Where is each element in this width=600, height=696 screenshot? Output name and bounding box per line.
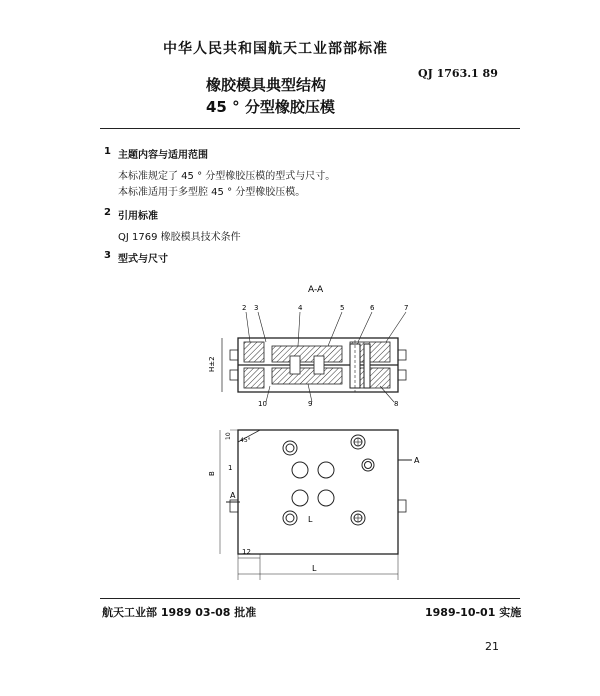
part-8: 8 [394, 400, 399, 408]
part-10: 10 [258, 400, 267, 408]
header-rule [100, 128, 520, 129]
title-line-2: 45 ° 分型橡胶压模 [206, 98, 335, 116]
dim-12-label: 12 [242, 548, 251, 556]
center-l-label: L [308, 515, 313, 524]
section-marker-right: A [414, 456, 420, 465]
issued-date: 航天工业部 1989 03-08 批准 [102, 606, 257, 619]
title-line-1: 橡胶模具典型结构 [206, 76, 327, 94]
footer-rule [100, 598, 520, 599]
angle-label: 45° [240, 437, 251, 444]
section-2-line-1: QJ 1769 橡胶模具技术条件 [118, 232, 241, 243]
part-4: 4 [298, 304, 303, 312]
standard-org: 中华人民共和国航天工业部部标准 [163, 41, 388, 57]
mold-drawing [200, 280, 420, 585]
section-marker-left: A [230, 491, 236, 500]
part-1: 1 [228, 464, 233, 472]
section-2-number: 2 [104, 207, 111, 218]
section-1-number: 1 [104, 146, 111, 157]
dim-h-label: H±2 [208, 356, 216, 372]
part-9: 9 [308, 400, 313, 408]
section-label: A-A [308, 285, 324, 295]
effective-date: 1989-10-01 实施 [425, 606, 522, 619]
part-3: 3 [254, 304, 259, 312]
standard-number: QJ 1763.1 89 [418, 67, 498, 80]
part-6: 6 [370, 304, 375, 312]
part-7: 7 [404, 304, 409, 312]
section-1-line-2: 本标准适用于多型腔 45 ° 分型橡胶压模。 [118, 187, 306, 198]
part-2: 2 [242, 304, 247, 312]
section-3-heading: 型式与尺寸 [118, 254, 168, 265]
dim-l-label: L [312, 564, 317, 573]
section-2-heading: 引用标准 [118, 211, 158, 222]
section-3-number: 3 [104, 250, 111, 261]
section-1-heading: 主题内容与适用范围 [118, 150, 208, 161]
section-1-line-1: 本标准规定了 45 ° 分型橡胶压模的型式与尺寸。 [118, 171, 336, 182]
page-number: 21 [485, 640, 499, 653]
dim-b-label: B [208, 471, 216, 476]
dim-10-label: 10 [225, 432, 232, 440]
part-5: 5 [340, 304, 345, 312]
